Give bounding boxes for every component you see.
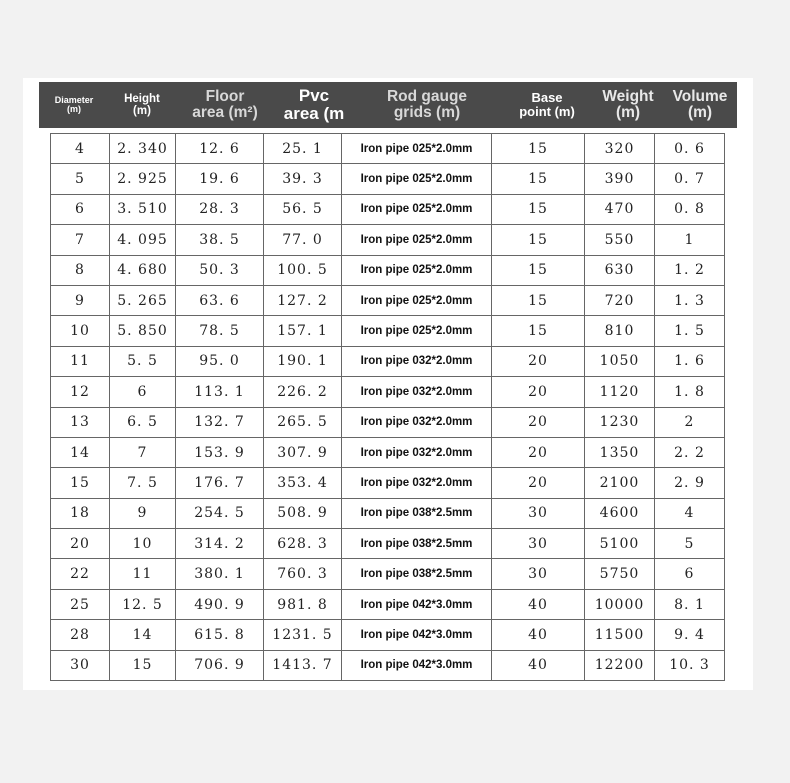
rod-gauge-text: Iron pipe 025*2.0mm (360, 325, 473, 338)
cell-base-point: 30 (492, 559, 585, 589)
table-row (51, 285, 725, 315)
cell-diameter: 8 (51, 255, 110, 285)
header-pvc-line1: Pvc (298, 86, 330, 106)
rod-gauge-text: Iron pipe 025*2.0mm (360, 173, 473, 186)
cell-base-point: 15 (492, 134, 585, 164)
cell-pvc-area: 1413. 7 (264, 650, 342, 680)
rod-gauge-text: Iron pipe 032*2.0mm (360, 385, 473, 398)
spec-table (50, 133, 725, 681)
cell-base-point: 30 (492, 498, 585, 528)
cell-diameter: 20 (51, 529, 110, 559)
cell-pvc-area: 25. 1 (264, 134, 342, 164)
cell-floor-area: 38. 5 (176, 225, 264, 255)
cell-rod-gauge (342, 407, 492, 437)
cell-floor-area: 153. 9 (176, 437, 264, 467)
cell-floor-area: 113. 1 (176, 377, 264, 407)
cell-base-point: 15 (492, 225, 585, 255)
cell-height: 9 (110, 498, 176, 528)
cell-weight: 2100 (585, 468, 655, 498)
cell-rod-gauge (342, 620, 492, 650)
cell-height: 2. 925 (110, 164, 176, 194)
header-base-line1: Base (531, 90, 563, 106)
cell-weight: 5750 (585, 559, 655, 589)
cell-rod-gauge (342, 529, 492, 559)
cell-volume: 0. 7 (655, 164, 725, 194)
cell-volume: 10. 3 (655, 650, 725, 680)
cell-base-point: 20 (492, 346, 585, 376)
cell-floor-area: 95. 0 (176, 346, 264, 376)
cell-pvc-area: 190. 1 (264, 346, 342, 376)
header-weight-line1: Weight (602, 87, 654, 105)
header-diameter (39, 82, 109, 128)
cell-height: 10 (110, 529, 176, 559)
cell-floor-area: 314. 2 (176, 529, 264, 559)
table-row (51, 377, 725, 407)
header-volume (663, 82, 737, 128)
cell-rod-gauge (342, 650, 492, 680)
cell-volume: 0. 8 (655, 194, 725, 224)
header-floor-line2: area (m²) (192, 104, 258, 121)
cell-diameter: 11 (51, 346, 110, 376)
table-header (39, 82, 737, 128)
rod-gauge-text: Iron pipe 032*2.0mm (360, 446, 473, 459)
cell-floor-area: 19. 6 (176, 164, 264, 194)
table-row (51, 407, 725, 437)
rod-gauge-text: Iron pipe 038*2.5mm (360, 507, 473, 520)
header-base-point (501, 82, 593, 128)
cell-diameter: 18 (51, 498, 110, 528)
cell-pvc-area: 508. 9 (264, 498, 342, 528)
cell-volume: 1. 6 (655, 346, 725, 376)
cell-floor-area: 50. 3 (176, 255, 264, 285)
cell-weight: 390 (585, 164, 655, 194)
cell-rod-gauge (342, 164, 492, 194)
cell-diameter: 7 (51, 225, 110, 255)
table-row (51, 316, 725, 346)
header-rod-line1: Rod gauge (386, 87, 468, 105)
cell-weight: 470 (585, 194, 655, 224)
rod-gauge-text: Iron pipe 032*2.0mm (360, 476, 473, 489)
cell-volume: 2. 2 (655, 437, 725, 467)
cell-weight: 630 (585, 255, 655, 285)
cell-pvc-area: 760. 3 (264, 559, 342, 589)
cell-height: 4. 680 (110, 255, 176, 285)
cell-floor-area: 254. 5 (176, 498, 264, 528)
cell-volume: 2 (655, 407, 725, 437)
cell-base-point: 20 (492, 407, 585, 437)
table-row (51, 225, 725, 255)
cell-weight: 720 (585, 285, 655, 315)
rod-gauge-text: Iron pipe 025*2.0mm (360, 294, 473, 307)
cell-base-point: 15 (492, 285, 585, 315)
cell-diameter: 22 (51, 559, 110, 589)
cell-base-point: 40 (492, 620, 585, 650)
cell-weight: 1350 (585, 437, 655, 467)
cell-pvc-area: 157. 1 (264, 316, 342, 346)
cell-rod-gauge (342, 134, 492, 164)
cell-volume: 1. 3 (655, 285, 725, 315)
cell-base-point: 15 (492, 255, 585, 285)
cell-diameter: 6 (51, 194, 110, 224)
header-volume-line2: (m) (687, 104, 713, 121)
cell-rod-gauge (342, 316, 492, 346)
rod-gauge-text: Iron pipe 038*2.5mm (360, 537, 473, 550)
rod-gauge-text: Iron pipe 038*2.5mm (360, 568, 473, 581)
cell-rod-gauge (342, 559, 492, 589)
cell-floor-area: 132. 7 (176, 407, 264, 437)
cell-floor-area: 615. 8 (176, 620, 264, 650)
table-row (51, 620, 725, 650)
cell-rod-gauge (342, 255, 492, 285)
table-row (51, 437, 725, 467)
cell-weight: 11500 (585, 620, 655, 650)
cell-weight: 320 (585, 134, 655, 164)
cell-base-point: 15 (492, 316, 585, 346)
header-floor-line1: Floor (205, 87, 245, 105)
cell-floor-area: 12. 6 (176, 134, 264, 164)
rod-gauge-text: Iron pipe 025*2.0mm (360, 142, 473, 155)
header-base-line2: point (m) (519, 104, 575, 119)
rod-gauge-text: Iron pipe 032*2.0mm (360, 416, 473, 429)
cell-weight: 5100 (585, 529, 655, 559)
rod-gauge-text: Iron pipe 025*2.0mm (360, 203, 473, 216)
cell-rod-gauge (342, 377, 492, 407)
cell-base-point: 15 (492, 194, 585, 224)
cell-weight: 12200 (585, 650, 655, 680)
cell-pvc-area: 77. 0 (264, 225, 342, 255)
rod-gauge-text: Iron pipe 032*2.0mm (360, 355, 473, 368)
cell-volume: 1. 5 (655, 316, 725, 346)
cell-height: 2. 340 (110, 134, 176, 164)
table-row (51, 498, 725, 528)
cell-volume: 2. 9 (655, 468, 725, 498)
cell-weight: 810 (585, 316, 655, 346)
header-diameter-line1: Diameter (54, 94, 94, 105)
cell-diameter: 25 (51, 589, 110, 619)
cell-diameter: 15 (51, 468, 110, 498)
cell-rod-gauge (342, 285, 492, 315)
cell-height: 5. 5 (110, 346, 176, 376)
cell-rod-gauge (342, 589, 492, 619)
cell-rod-gauge (342, 437, 492, 467)
cell-diameter: 30 (51, 650, 110, 680)
cell-volume: 5 (655, 529, 725, 559)
cell-diameter: 28 (51, 620, 110, 650)
cell-height: 7. 5 (110, 468, 176, 498)
header-volume-line1: Volume (672, 87, 728, 105)
cell-height: 6. 5 (110, 407, 176, 437)
header-rod-gauge (353, 82, 501, 128)
header-rod-line2: grids (m) (393, 104, 461, 121)
header-diameter-line2: (m) (67, 104, 81, 114)
cell-diameter: 4 (51, 134, 110, 164)
table-row (51, 589, 725, 619)
cell-weight: 1050 (585, 346, 655, 376)
cell-diameter: 12 (51, 377, 110, 407)
cell-weight: 1230 (585, 407, 655, 437)
rod-gauge-text: Iron pipe 042*3.0mm (360, 659, 473, 672)
header-weight-line2: (m) (615, 104, 641, 121)
rod-gauge-text: Iron pipe 025*2.0mm (360, 233, 473, 246)
cell-pvc-area: 981. 8 (264, 589, 342, 619)
cell-volume: 8. 1 (655, 589, 725, 619)
cell-height: 4. 095 (110, 225, 176, 255)
cell-base-point: 15 (492, 164, 585, 194)
header-height (109, 82, 175, 128)
spec-sheet (23, 78, 753, 690)
cell-height: 3. 510 (110, 194, 176, 224)
cell-base-point: 40 (492, 589, 585, 619)
cell-pvc-area: 39. 3 (264, 164, 342, 194)
cell-floor-area: 380. 1 (176, 559, 264, 589)
cell-volume: 0. 6 (655, 134, 725, 164)
cell-diameter: 14 (51, 437, 110, 467)
cell-pvc-area: 265. 5 (264, 407, 342, 437)
table-row (51, 164, 725, 194)
cell-weight: 4600 (585, 498, 655, 528)
table-row (51, 134, 725, 164)
cell-base-point: 20 (492, 468, 585, 498)
cell-weight: 1120 (585, 377, 655, 407)
cell-floor-area: 706. 9 (176, 650, 264, 680)
table-row (51, 346, 725, 376)
cell-pvc-area: 628. 3 (264, 529, 342, 559)
cell-pvc-area: 100. 5 (264, 255, 342, 285)
table-row (51, 255, 725, 285)
cell-volume: 1. 2 (655, 255, 725, 285)
cell-base-point: 20 (492, 437, 585, 467)
table-row (51, 194, 725, 224)
cell-base-point: 30 (492, 529, 585, 559)
cell-height: 7 (110, 437, 176, 467)
cell-pvc-area: 56. 5 (264, 194, 342, 224)
cell-height: 6 (110, 377, 176, 407)
cell-rod-gauge (342, 225, 492, 255)
cell-volume: 1 (655, 225, 725, 255)
cell-height: 5. 850 (110, 316, 176, 346)
cell-height: 11 (110, 559, 176, 589)
cell-volume: 4 (655, 498, 725, 528)
cell-floor-area: 490. 9 (176, 589, 264, 619)
cell-pvc-area: 226. 2 (264, 377, 342, 407)
cell-volume: 9. 4 (655, 620, 725, 650)
cell-base-point: 40 (492, 650, 585, 680)
cell-rod-gauge (342, 194, 492, 224)
cell-floor-area: 28. 3 (176, 194, 264, 224)
cell-height: 14 (110, 620, 176, 650)
cell-diameter: 10 (51, 316, 110, 346)
header-height-line2: (m) (133, 105, 151, 117)
cell-pvc-area: 353. 4 (264, 468, 342, 498)
cell-pvc-area: 127. 2 (264, 285, 342, 315)
cell-diameter: 5 (51, 164, 110, 194)
header-pvc-line2: area (m (283, 104, 345, 123)
header-floor-area (175, 82, 275, 128)
header-weight (593, 82, 663, 128)
table-row (51, 650, 725, 680)
cell-volume: 6 (655, 559, 725, 589)
header-pvc-area (275, 82, 353, 128)
cell-pvc-area: 1231. 5 (264, 620, 342, 650)
cell-pvc-area: 307. 9 (264, 437, 342, 467)
table-row (51, 529, 725, 559)
cell-rod-gauge (342, 498, 492, 528)
cell-height: 5. 265 (110, 285, 176, 315)
cell-floor-area: 176. 7 (176, 468, 264, 498)
table-row (51, 559, 725, 589)
cell-floor-area: 78. 5 (176, 316, 264, 346)
cell-height: 15 (110, 650, 176, 680)
cell-rod-gauge (342, 468, 492, 498)
rod-gauge-text: Iron pipe 042*3.0mm (360, 598, 473, 611)
header-height-line1: Height (124, 92, 160, 105)
cell-base-point: 20 (492, 377, 585, 407)
cell-diameter: 13 (51, 407, 110, 437)
cell-weight: 10000 (585, 589, 655, 619)
cell-volume: 1. 8 (655, 377, 725, 407)
cell-rod-gauge (342, 346, 492, 376)
rod-gauge-text: Iron pipe 025*2.0mm (360, 264, 473, 277)
rod-gauge-text: Iron pipe 042*3.0mm (360, 628, 473, 641)
cell-weight: 550 (585, 225, 655, 255)
table-row (51, 468, 725, 498)
cell-floor-area: 63. 6 (176, 285, 264, 315)
cell-height: 12. 5 (110, 589, 176, 619)
cell-diameter: 9 (51, 285, 110, 315)
